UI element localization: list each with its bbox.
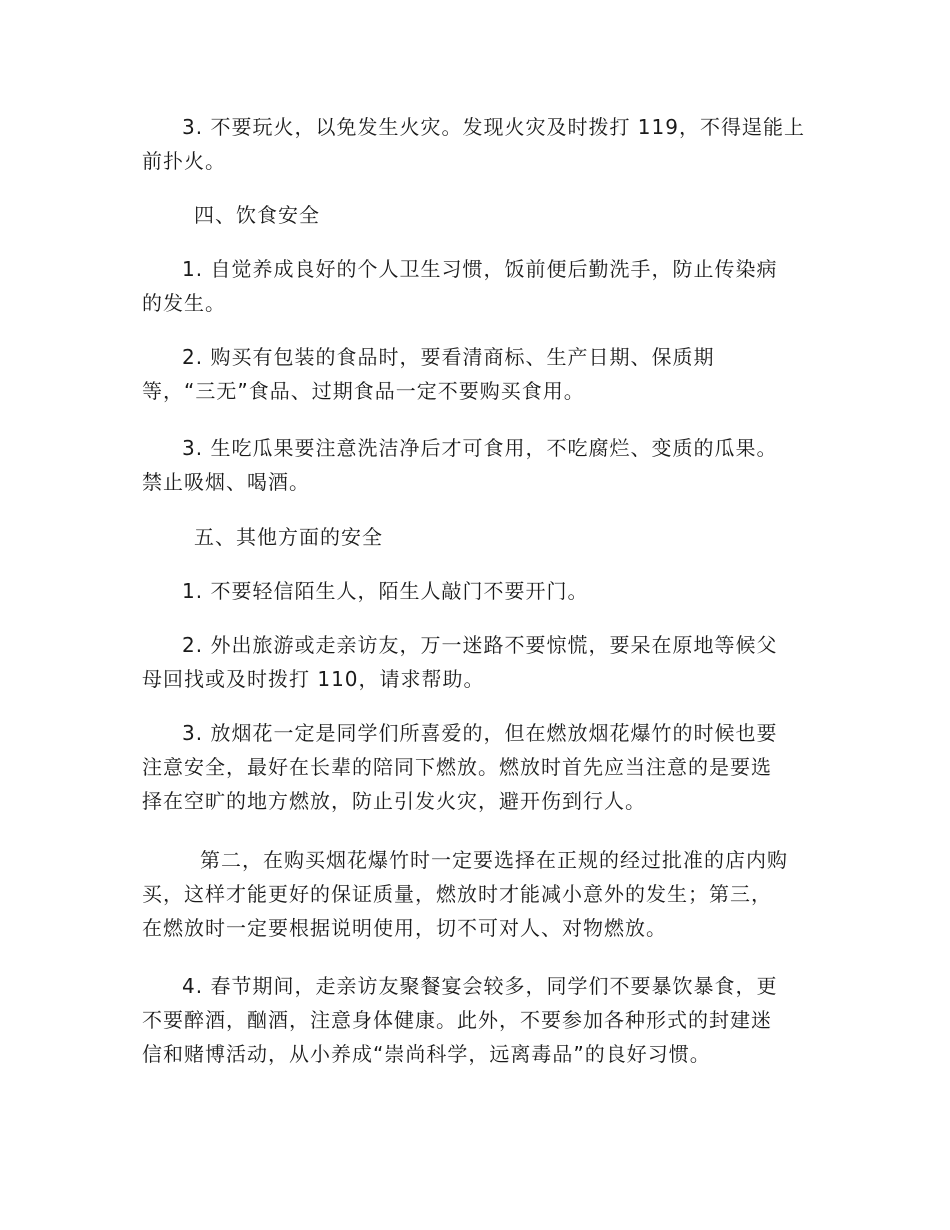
text-line: 的发生。 (142, 291, 226, 315)
text-line: 母回找或及时拨打 110，请求帮助。 (142, 667, 485, 691)
text-line: 3. 不要玩火，以免发生火灾。发现火灾及时拨打 119，不得逞能上 (182, 115, 805, 139)
text-line: 2. 外出旅游或走亲访友，万一迷路不要惊慌，要呆在原地等候父 (182, 633, 778, 657)
text-line: 不要醉酒，酗酒，注意身体健康。此外，不要参加各种形式的封建迷 (142, 1008, 772, 1032)
section-heading-food-safety (142, 198, 864, 232)
paragraph-food-safety-2 (142, 340, 812, 408)
text-line: 前扑火。 (142, 149, 226, 173)
text-line: 第二，在购买烟花爆竹时一定要选择在正规的经过批准的店内购 (200, 848, 788, 872)
text-line: 2. 购买有包装的食品时，要看清商标、生产日期、保质期 (182, 345, 715, 369)
text-line: 在燃放时一定要根据说明使用，切不可对人、对物燃放。 (142, 916, 667, 940)
paragraph-food-safety-1 (142, 252, 812, 320)
text-line: 买，这样才能更好的保证质量，燃放时才能减小意外的发生；第三， (142, 882, 772, 906)
text-line: 注意安全，最好在长辈的陪同下燃放。燃放时首先应当注意的是要选 (142, 755, 772, 779)
section-heading-other-safety (142, 520, 864, 554)
text-line: 4. 春节期间，走亲访友聚餐宴会较多，同学们不要暴饮暴食，更 (182, 974, 778, 998)
paragraph-fire-safety-3 (142, 110, 812, 178)
heading-text: 四、饮食安全 (194, 203, 320, 227)
text-line: 3. 生吃瓜果要注意洗洁净后才可食用，不吃腐烂、变质的瓜果。 (182, 436, 778, 460)
paragraph-other-safety-3 (142, 716, 812, 818)
text-line: 1. 不要轻信陌生人，陌生人敲门不要开门。 (182, 579, 589, 603)
text-line: 3. 放烟花一定是同学们所喜爱的，但在燃放烟花爆竹的时候也要 (182, 721, 778, 745)
heading-text: 五、其他方面的安全 (194, 525, 383, 549)
paragraph-other-safety-2 (142, 628, 812, 696)
paragraph-other-safety-4 (142, 969, 812, 1071)
text-line: 等，“三无”食品、过期食品一定不要购买食用。 (142, 379, 585, 403)
paragraph-fireworks-tips (142, 843, 812, 945)
paragraph-other-safety-1 (142, 574, 812, 608)
text-line: 择在空旷的地方燃放，防止引发火灾，避开伤到行人。 (142, 789, 646, 813)
text-line: 1. 自觉养成良好的个人卫生习惯，饭前便后勤洗手，防止传染病 (182, 257, 778, 281)
text-line: 信和赌博活动，从小养成“崇尚科学，远离毒品”的良好习惯。 (142, 1042, 711, 1066)
paragraph-food-safety-3 (142, 431, 812, 499)
text-line: 禁止吸烟、喝酒。 (142, 470, 310, 494)
